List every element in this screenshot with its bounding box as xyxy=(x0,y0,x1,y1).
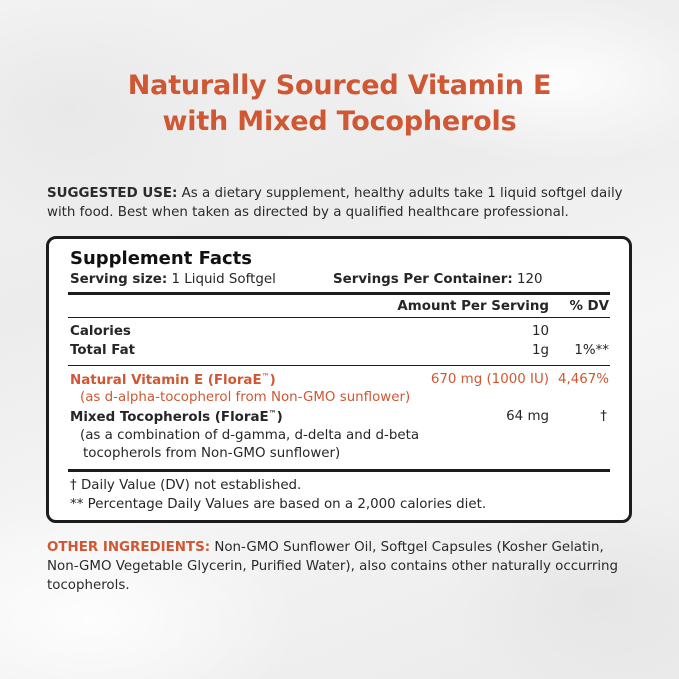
column-dv-header: % DV xyxy=(569,299,609,314)
row-calories-name: Calories xyxy=(70,324,131,339)
vitamin-e-tm: ™ xyxy=(261,372,270,381)
supplement-facts-heading: Supplement Facts xyxy=(70,248,252,269)
mixed-tocopherols-name xyxy=(70,409,283,425)
other-ingredients-text: Non-GMO Sunflower Oil, Softgel Capsules (Kosher Gelatin, Non-GMO Vegetable Glycerin, Purified Water), also contains other naturally occurring tocopherols. xyxy=(47,540,619,593)
mixed-tocopherols-name-text: Mixed Tocopherols (FloraE xyxy=(70,410,269,425)
serving-size xyxy=(70,272,276,287)
vitamin-e-amount: 670 mg (1000 IU) xyxy=(430,372,549,387)
suggested-use-label: SUGGESTED USE: xyxy=(47,186,178,201)
mixed-tocopherols-tm: ™ xyxy=(268,409,277,418)
mixed-tocopherols-close: ) xyxy=(276,410,283,425)
vitamin-e-name xyxy=(70,372,276,388)
row-total-fat-name: Total Fat xyxy=(70,343,136,358)
rule-thin-2 xyxy=(68,365,610,366)
mixed-tocopherols-amount: 64 mg xyxy=(506,409,549,424)
vitamin-e-dv: 4,467% xyxy=(557,372,609,387)
servings-value: 120 xyxy=(512,272,543,287)
vitamin-e-name-text: Natural Vitamin E (FloraE xyxy=(70,373,262,388)
rule-thick-top xyxy=(68,292,610,295)
footnote-daily-value: † Daily Value (DV) not established. xyxy=(70,478,302,493)
footnote-percentage: ** Percentage Daily Values are based on a 2,000 calories diet. xyxy=(70,497,487,512)
serving-size-value: 1 Liquid Softgel xyxy=(167,272,276,287)
page-title xyxy=(0,68,679,140)
column-amount-header: Amount Per Serving xyxy=(397,299,549,314)
rule-thick-bottom xyxy=(68,469,610,472)
other-ingredients xyxy=(47,538,637,595)
suggested-use xyxy=(47,184,637,222)
suggested-use-text: As a dietary supplement, healthy adults take 1 liquid softgel daily with food. Best when taken as directed by a qualified healthcare professional. xyxy=(47,186,623,220)
row-total-fat-dv: 1%** xyxy=(574,343,609,358)
row-calories-amount: 10 xyxy=(531,324,549,339)
servings-label: Servings Per Container: xyxy=(333,272,513,287)
supplement-facts-panel xyxy=(46,236,632,523)
row-total-fat-amount: 1g xyxy=(531,343,549,358)
mixed-tocopherols-dv: † xyxy=(600,409,607,424)
serving-size-label: Serving size: xyxy=(70,272,168,287)
servings-per-container xyxy=(333,272,543,287)
rule-thin-1 xyxy=(68,317,610,318)
mixed-tocopherols-source-1: (as a combination of d-gamma, d-delta and d-beta xyxy=(80,428,420,443)
vitamin-e-close: ) xyxy=(269,373,276,388)
title-line-2: with Mixed Tocopherols xyxy=(162,106,517,137)
mixed-tocopherols-source-2: tocopherols from Non-GMO sunflower) xyxy=(83,446,341,461)
title-line-1: Naturally Sourced Vitamin E xyxy=(127,70,552,101)
vitamin-e-source: (as d-alpha-tocopherol from Non-GMO sunflower) xyxy=(80,390,411,405)
other-ingredients-label: OTHER INGREDIENTS: xyxy=(47,540,211,555)
